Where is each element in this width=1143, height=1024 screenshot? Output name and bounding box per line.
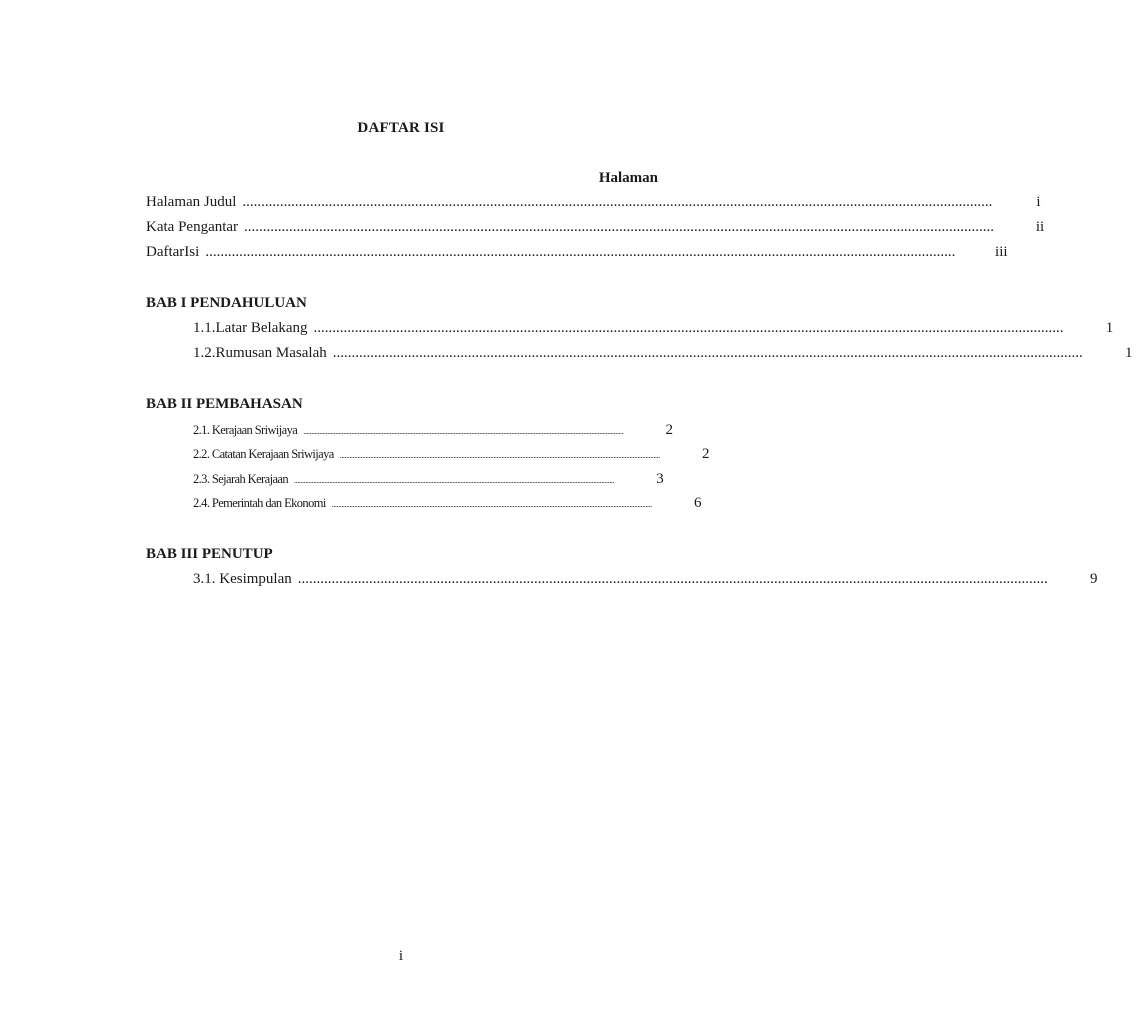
toc-entry: [193, 471, 664, 491]
toc-entry: [146, 194, 1041, 214]
toc-entry-page: iii: [995, 244, 1008, 260]
toc-entry: [146, 244, 1008, 264]
dot-leader: ........................................................................................................................................................................................................: [331, 500, 652, 509]
toc-entry-page: 1: [1105, 320, 1114, 336]
toc-entry: [193, 422, 673, 442]
dot-leader: ........................................................................................................................................................................................................: [244, 219, 995, 235]
toc-entry-label: 2.4. Pemerintah dan Ekonomi: [193, 496, 326, 510]
toc-entry-page: ii: [1035, 219, 1045, 235]
toc-entry-label: 2.1. Kerajaan Sriwijaya: [193, 423, 298, 437]
dot-leader: ........................................................................................................................................................................................................: [294, 476, 615, 485]
chapter-heading: BAB III PENUTUP: [146, 546, 273, 562]
toc-entry-label: 1.1.Latar Belakang: [193, 320, 308, 336]
toc-entry: [193, 495, 702, 515]
dot-leader: ........................................................................................................................................................................................................: [303, 427, 624, 436]
page-column-header: Halaman: [598, 170, 658, 186]
chapter-heading: BAB I PENDAHULUAN: [146, 295, 307, 311]
dot-leader: ........................................................................................................................................................................................................: [205, 244, 956, 260]
toc-entry: [193, 446, 710, 466]
toc-entry-page: i: [1036, 194, 1041, 210]
dot-leader: ........................................................................................................................................................................................................: [297, 571, 1048, 587]
toc-title: DAFTAR ISI: [357, 120, 445, 136]
toc-entry-page: 3: [656, 471, 664, 487]
chapter-heading: BAB II PEMBAHASAN: [146, 396, 303, 412]
toc-entry-label: 2.2. Catatan Kerajaan Sriwijaya: [193, 447, 334, 461]
toc-entry-label: 1.2.Rumusan Masalah: [193, 345, 327, 361]
toc-entry-page: 2: [701, 446, 710, 462]
toc-entry: [193, 571, 1098, 591]
toc-entry: [193, 345, 1133, 365]
toc-entry-page: 2: [665, 422, 673, 438]
toc-entry-page: 1: [1124, 345, 1133, 361]
dot-leader: ........................................................................................................................................................................................................: [313, 320, 1064, 336]
dot-leader: ........................................................................................................................................................................................................: [339, 451, 660, 460]
toc-entry-page: 9: [1090, 571, 1098, 587]
dot-leader: ........................................................................................................................................................................................................: [332, 345, 1083, 361]
dot-leader: ........................................................................................................................................................................................................: [242, 194, 993, 210]
toc-entry-label: Kata Pengantar: [146, 219, 239, 235]
toc-entry-label: DaftarIsi: [146, 244, 200, 260]
toc-entry: [146, 219, 1045, 239]
toc-entry-label: 2.3. Sejarah Kerajaan: [193, 472, 288, 486]
toc-entry-label: 3.1. Kesimpulan: [193, 571, 292, 587]
toc-entry-page: 6: [694, 495, 702, 511]
footer-page-number: i: [398, 948, 404, 964]
toc-entry-label: Halaman Judul: [146, 194, 237, 210]
toc-entry: [193, 320, 1114, 340]
